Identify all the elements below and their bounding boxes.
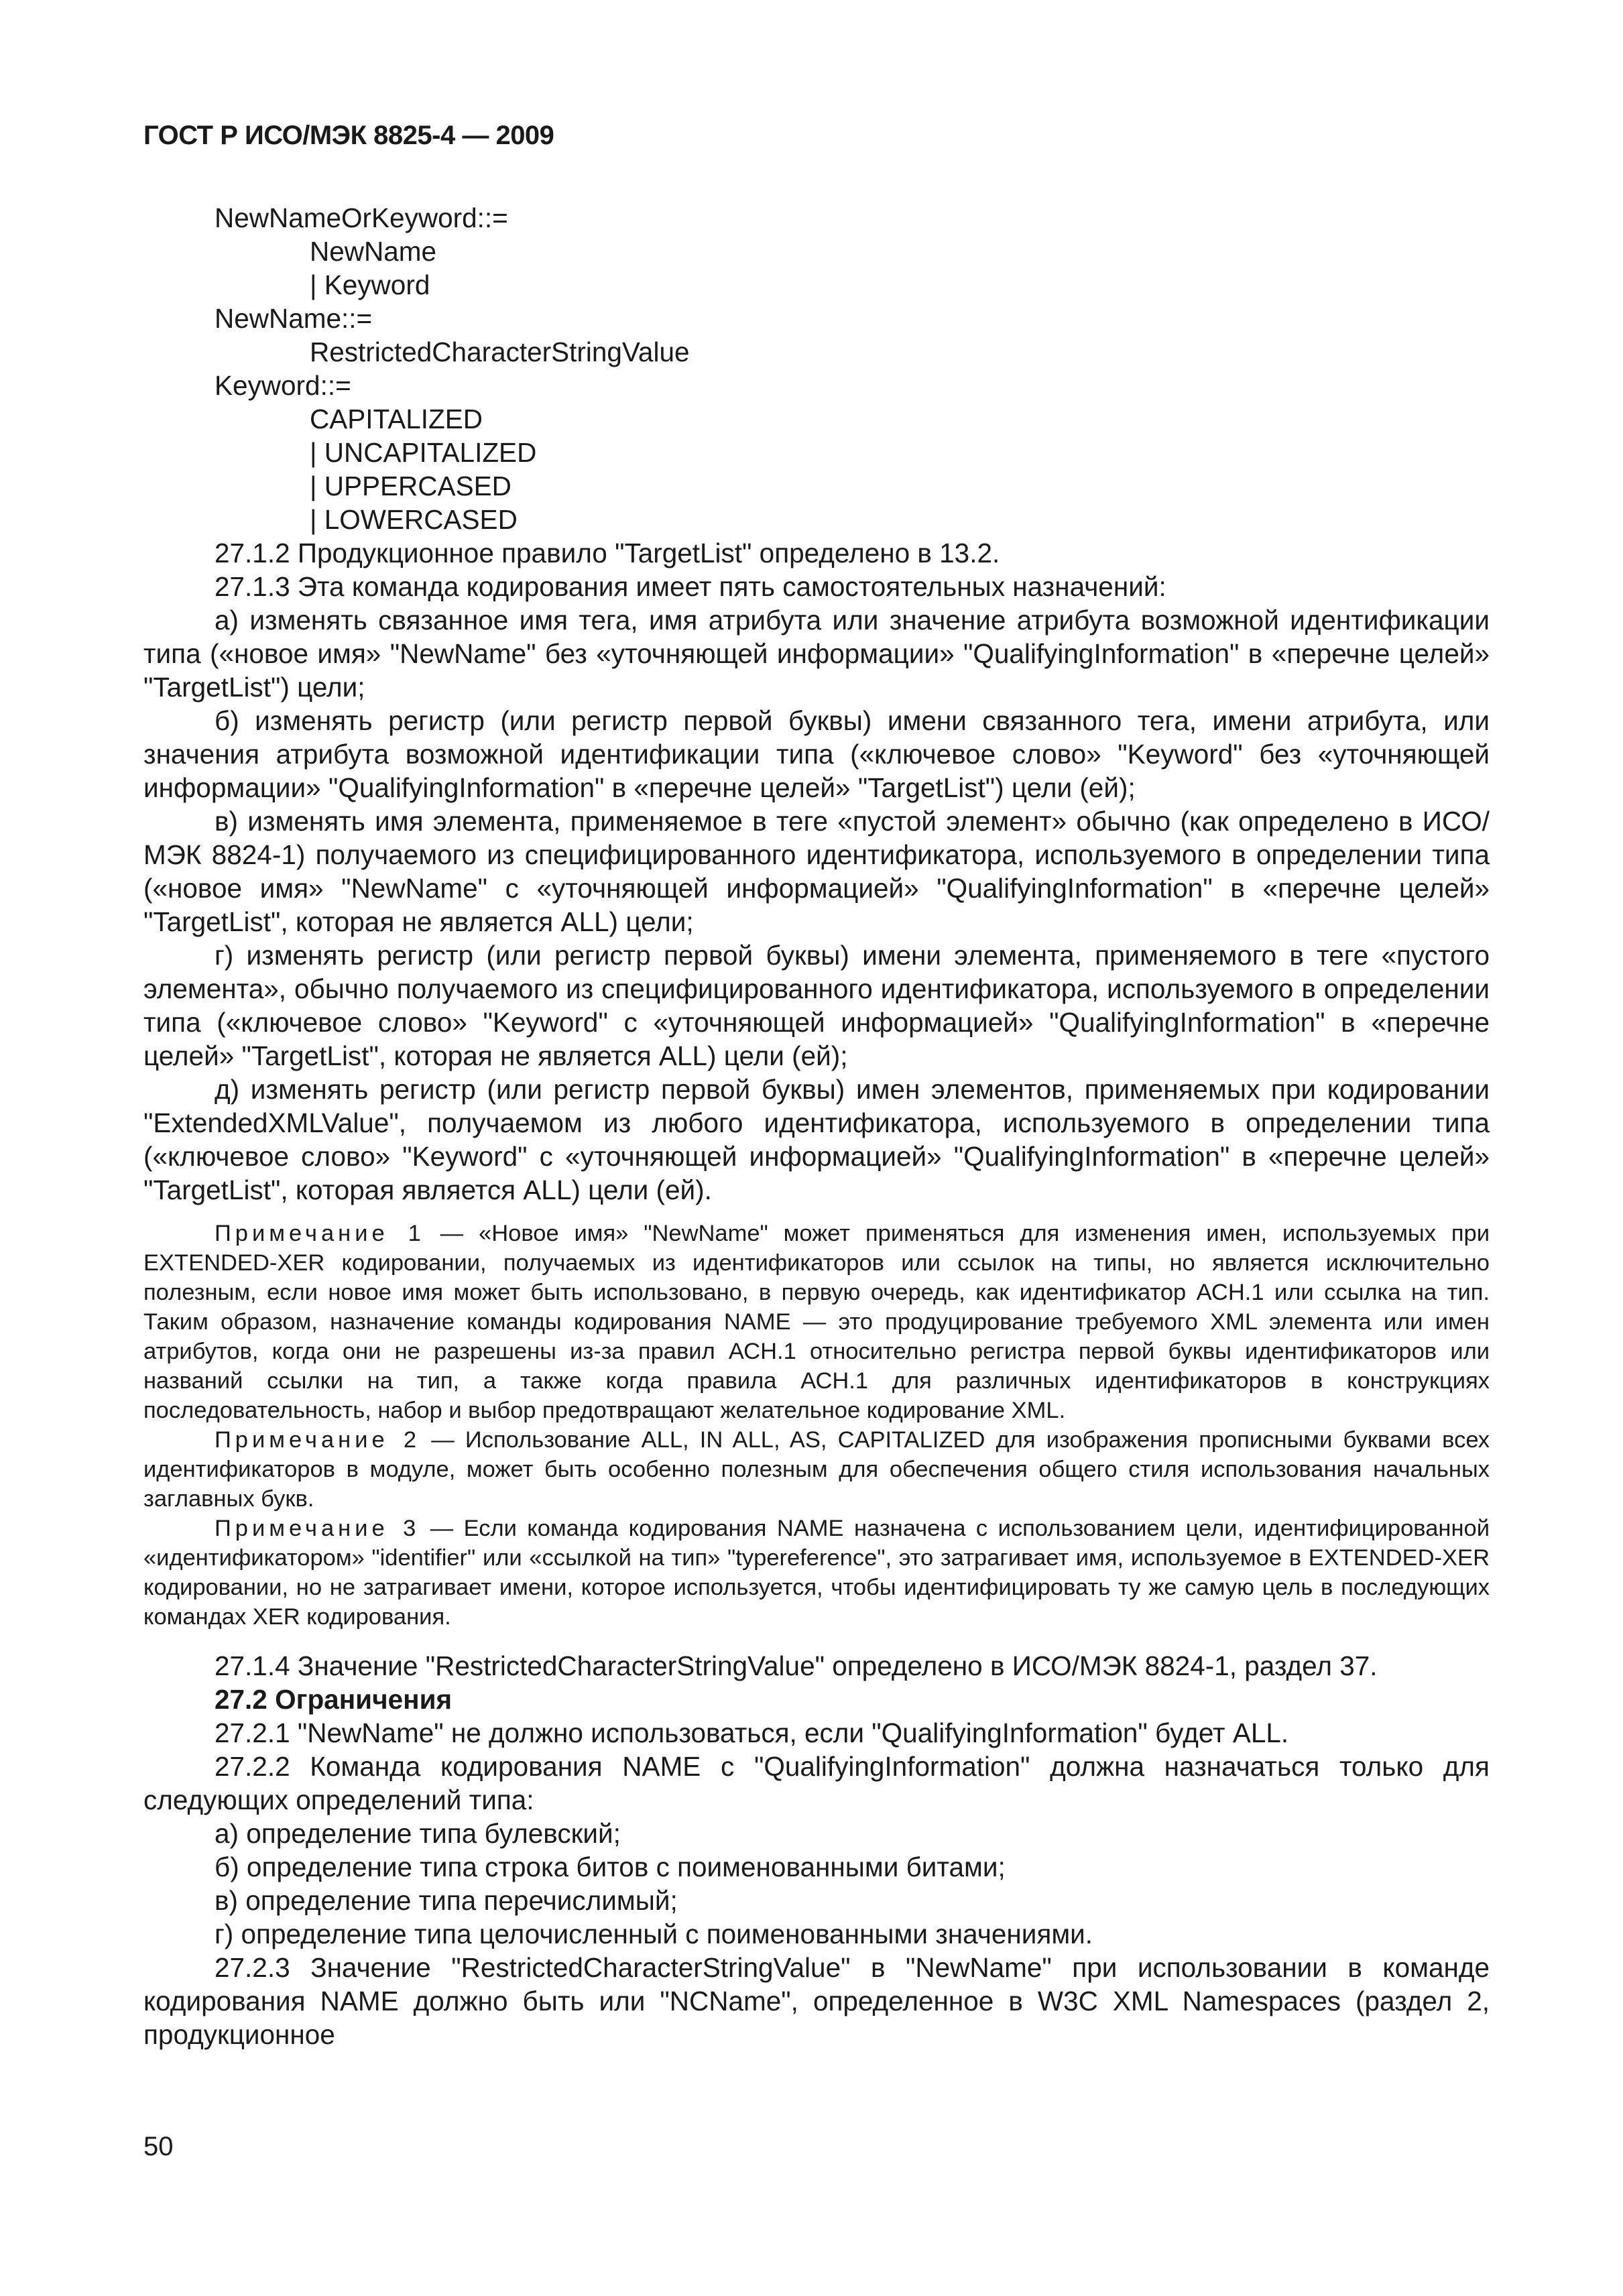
paragraph-27-2-1: 27.2.1 "NewName" не должно использоваться, если "QualifyingInformation" будет ALL. [215, 1717, 1289, 1748]
notes-block [143, 1219, 1490, 1632]
list-item-b: б) изменять регистр (или регистр первой буквы) имени связанного тега, имени атрибута, или значения атрибута возможной идентификации типа («ключевое слово» "Keyword" без «уточняющей информации» "QualifyingInformation" в «перечне целей» "TargetList") цели (ей); [143, 705, 1490, 803]
paragraph-27-2-2: 27.2.2 Команда кодирования NAME с "QualifyingInformation" должна назначаться только для следующих определений типа: [143, 1751, 1490, 1815]
grammar-line: | Keyword [310, 269, 430, 300]
note-3 [143, 1514, 1490, 1632]
note-label: Примечание 2 [215, 1427, 421, 1453]
list-item-g: г) изменять регистр (или регистр первой буквы) имени элемента, применяемого в теге «пустого элемента», обычно получаемого из специфицированного идентификатора, используемого в определении типа («ключевое слово» "Keyword" с «уточняющей информацией» "QualifyingInformation" в «перечне целей» "TargetList", которая не является ALL) цели (ей); [143, 940, 1490, 1071]
note-text: — Если команда кодирования NAME назначена с использованием цели, идентифицированной «идентификатором» "identifier" или «ссылкой на тип» "typereference", это затрагивает имя, используемое в EXTENDED-XER кодировании, но не затрагивает имени, которое используется, чтобы идентифицировать ту же самую цель в последующих командах XER кодирования. [143, 1516, 1490, 1630]
list-item-a: а) определение типа булевский; [215, 1818, 621, 1849]
grammar-line: NewName [310, 236, 437, 267]
paragraph-27-2-3: 27.2.3 Значение "RestrictedCharacterStringValue" в "NewName" при использовании в команде кодирования NAME должно быть или "NCName", определенное в W3C XML Namespaces (раздел 2, продукционное [143, 1952, 1490, 2050]
list-item-v: в) определение типа перечислимый; [215, 1885, 678, 1916]
list-item-g: г) определение типа целочисленный с поименованными значениями. [215, 1919, 1093, 1949]
note-1 [143, 1219, 1490, 1425]
list-item-v: в) изменять имя элемента, применяемое в теге «пустой элемент» обычно (как определено в ИСО/МЭК 8824-1) получаемого из специфицированного идентификатора, используемого в определении типа («новое имя» "NewName" с «уточняющей информацией» "QualifyingInformation" в «перечне целей» "TargetList", которая не является ALL) цели; [143, 806, 1490, 937]
grammar-block [143, 201, 1490, 536]
grammar-line: | LOWERCASED [310, 504, 518, 535]
paragraph-27-1-3: 27.1.3 Эта команда кодирования имеет пять самостоятельных назначений: [215, 571, 1166, 602]
grammar-line: NewNameOrKeyword::= [215, 202, 508, 233]
paragraph-27-1-4: 27.1.4 Значение "RestrictedCharacterStringValue" определено в ИСО/МЭК 8824-1, раздел 37. [215, 1650, 1378, 1681]
page-body [143, 201, 1490, 2051]
list-item-a: а) изменять связанное имя тега, имя атрибута или значение атрибута возможной идентификации типа («новое имя» "NewName" без «уточняющей информации» "QualifyingInformation" в «перечне целей» "TargetList") цели; [143, 605, 1490, 703]
note-text: — Использование ALL, IN ALL, AS, CAPITALIZED для изображения прописными буквами всех идентификаторов в модуле, может быть особенно полезным для обеспечения общего стиля использования начальных заглавных букв. [143, 1427, 1490, 1512]
grammar-line: Keyword::= [215, 370, 351, 401]
document-header: ГОСТ Р ИСО/МЭК 8825-4 — 2009 [143, 121, 554, 150]
section-27-2-block [143, 1649, 1490, 2051]
section-heading: 27.2 Ограничения [215, 1684, 453, 1715]
grammar-line: | UNCAPITALIZED [310, 437, 537, 468]
grammar-line: | UPPERCASED [310, 471, 512, 501]
list-item-d: д) изменять регистр (или регистр первой буквы) имен элементов, применяемых при кодировании "ExtendedXMLValue", получаемом из любого идентификатора, используемого в определении типа («ключевое слово» "Keyword" с «уточняющей информацией» "QualifyingInformation" в «перечне целей» "TargetList", которая является ALL) цели (ей). [143, 1074, 1490, 1205]
paragraph-27-1-2: 27.1.2 Продукционное правило "TargetList" определено в 13.2. [215, 538, 1000, 568]
list-item-b: б) определение типа строка битов с поименованными битами; [215, 1852, 1006, 1882]
note-label: Примечание 3 [215, 1516, 420, 1541]
note-label: Примечание 1 [215, 1221, 425, 1246]
page-number: 50 [143, 2132, 174, 2161]
grammar-line: CAPITALIZED [310, 404, 483, 434]
grammar-line: RestrictedCharacterStringValue [310, 337, 690, 367]
note-text: — «Новое имя» "NewName" может применяться для изменения имен, используемых при EXTENDED-XER кодировании, получаемых из идентификаторов или ссылок на типы, но является исключительно полезным, если новое имя может быть использовано, в первую очередь, как идентификатор АСН.1 или ссылка на тип. Таким образом, назначение команды кодирования NAME — это продуцирование требуемого XML элемента или имен атрибутов, когда они не разрешены из-за правил АСН.1 относительно регистра первой буквы идентификаторов или названий ссылки на тип, а также когда правила АСН.1 для различных идентификаторов в конструкциях последовательность, набор и выбор предотвращают желательное кодирование XML. [143, 1221, 1490, 1423]
grammar-line: NewName::= [215, 303, 373, 334]
note-2 [143, 1425, 1490, 1514]
